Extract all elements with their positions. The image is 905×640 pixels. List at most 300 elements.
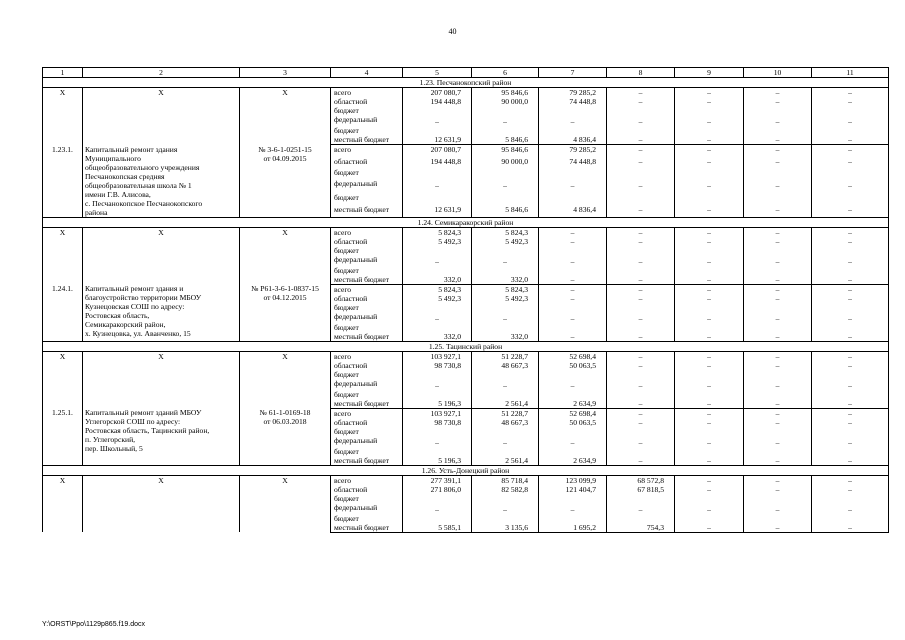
value-cell: 5 196,3 — [403, 456, 472, 466]
empty-cell — [744, 427, 812, 436]
fund-label-federal: федеральный — [331, 312, 403, 323]
description-line: Семикаракорский район, — [85, 320, 166, 329]
fund-label-federal-cont: бюджет — [331, 126, 403, 135]
value-cell: – — [675, 97, 744, 106]
document-line: № 3-6-1-0251-15 — [258, 144, 312, 154]
value-cell: – — [607, 351, 675, 361]
value-cell: – — [744, 436, 812, 447]
description-line: Углегорской СОШ по адресу: — [85, 417, 181, 426]
value-cell: 207 080,7 — [403, 88, 472, 98]
empty-cell — [539, 390, 607, 399]
value-cell: 2 561,4 — [472, 399, 539, 409]
value-cell: – — [607, 135, 675, 145]
empty-cell — [403, 126, 472, 135]
empty-cell — [472, 126, 539, 135]
fund-label-local: местный бюджет — [331, 523, 403, 533]
value-cell: – — [744, 115, 812, 126]
empty-cell — [812, 494, 889, 503]
empty-cell — [607, 427, 675, 436]
value-cell: – — [812, 399, 889, 409]
fund-label-regional-cont: бюджет — [331, 427, 403, 436]
value-cell: – — [403, 312, 472, 323]
empty-cell — [812, 266, 889, 275]
x-marker: Х — [43, 475, 83, 532]
empty-cell — [675, 168, 744, 179]
value-cell: – — [403, 115, 472, 126]
fund-label-regional: областной — [331, 294, 403, 303]
description-line: Песчанокопская средняя — [85, 171, 165, 181]
empty-cell — [539, 514, 607, 523]
value-cell: – — [744, 255, 812, 266]
column-number: 5 — [403, 68, 472, 78]
value-cell: – — [812, 284, 889, 294]
value-cell: – — [607, 436, 675, 447]
empty-cell — [607, 266, 675, 275]
value-cell: – — [675, 205, 744, 217]
empty-cell — [539, 303, 607, 312]
value-cell: – — [607, 456, 675, 466]
fund-label-federal-cont: бюджет — [331, 390, 403, 399]
value-cell: 4 836,4 — [539, 135, 607, 145]
empty-cell — [472, 494, 539, 503]
fund-label-federal: федеральный — [331, 379, 403, 390]
column-number: 9 — [675, 68, 744, 78]
value-cell: – — [539, 436, 607, 447]
value-cell: 754,3 — [607, 523, 675, 533]
object-description — [83, 408, 240, 465]
empty-cell — [472, 193, 539, 204]
fund-label-regional-cont: бюджет — [331, 246, 403, 255]
description-line: общеобразовательная школа № 1 — [85, 180, 192, 190]
value-cell: – — [539, 379, 607, 390]
value-cell: 194 448,8 — [403, 97, 472, 106]
value-cell: – — [607, 503, 675, 514]
description-line: пер. Школьный, 5 — [85, 444, 143, 453]
value-cell: – — [539, 255, 607, 266]
empty-cell — [539, 266, 607, 275]
value-cell: – — [607, 205, 675, 217]
fund-label-local: местный бюджет — [331, 205, 403, 217]
empty-cell — [812, 447, 889, 456]
empty-cell — [744, 126, 812, 135]
description-line: с. Песчанокопское Песчанокопского — [85, 198, 203, 208]
value-cell: 194 448,8 — [403, 157, 472, 168]
value-cell: – — [812, 97, 889, 106]
value-cell: 5 824,3 — [472, 227, 539, 237]
value-cell: 5 846,6 — [472, 205, 539, 217]
value-cell: – — [403, 255, 472, 266]
value-cell: – — [675, 418, 744, 427]
value-cell: – — [607, 157, 675, 168]
empty-cell — [403, 193, 472, 204]
summary-row — [43, 88, 889, 98]
empty-cell — [472, 427, 539, 436]
empty-cell — [403, 494, 472, 503]
fund-label-local: местный бюджет — [331, 456, 403, 466]
value-cell: 51 228,7 — [472, 408, 539, 418]
empty-cell — [403, 323, 472, 332]
value-cell: – — [744, 503, 812, 514]
item-number: 1.25.1. — [43, 408, 83, 465]
column-number: 7 — [539, 68, 607, 78]
column-number: 4 — [331, 68, 403, 78]
value-cell: – — [744, 456, 812, 466]
value-cell: – — [539, 503, 607, 514]
value-cell: – — [472, 379, 539, 390]
fund-label-regional-cont: бюджет — [331, 168, 403, 179]
value-cell: – — [607, 237, 675, 246]
empty-cell — [744, 494, 812, 503]
value-cell: – — [675, 179, 744, 193]
description-line: Муниципального — [85, 153, 141, 163]
x-marker: Х — [83, 88, 240, 145]
value-cell: – — [812, 227, 889, 237]
empty-cell — [675, 266, 744, 275]
value-cell: – — [403, 436, 472, 447]
fund-label-total: всего — [331, 145, 403, 157]
value-cell: 98 730,8 — [403, 361, 472, 370]
empty-cell — [607, 390, 675, 399]
empty-cell — [539, 193, 607, 204]
value-cell: 74 448,8 — [539, 97, 607, 106]
empty-cell — [607, 106, 675, 115]
value-cell: 123 099,9 — [539, 475, 607, 485]
empty-cell — [812, 168, 889, 179]
value-cell: – — [812, 379, 889, 390]
empty-cell — [607, 494, 675, 503]
value-cell: 332,0 — [472, 332, 539, 342]
item-number: 1.24.1. — [43, 284, 83, 341]
fund-label-federal: федеральный — [331, 115, 403, 126]
page-number: 40 — [448, 27, 457, 36]
empty-cell — [812, 106, 889, 115]
value-cell: 95 846,6 — [472, 88, 539, 98]
document-line: от 04.12.2015 — [263, 293, 307, 302]
column-number: 2 — [83, 68, 240, 78]
value-cell: 67 818,5 — [607, 485, 675, 494]
x-marker: Х — [43, 351, 83, 408]
value-cell: 12 631,9 — [403, 135, 472, 145]
description-line: х. Кузнецовка, ул. Аванченко, 15 — [85, 329, 191, 338]
section-title-row — [43, 217, 889, 227]
fund-label-federal-cont: бюджет — [331, 266, 403, 275]
value-cell: – — [607, 408, 675, 418]
empty-cell — [539, 447, 607, 456]
summary-row — [43, 351, 889, 361]
fund-label-regional: областной — [331, 97, 403, 106]
fund-label-total: всего — [331, 475, 403, 485]
description-line: общеобразовательного учреждения — [85, 162, 200, 172]
value-cell: 332,0 — [472, 275, 539, 285]
empty-cell — [675, 193, 744, 204]
value-cell: – — [744, 332, 812, 342]
document-line: от 06.03.2018 — [263, 417, 307, 426]
empty-cell — [403, 427, 472, 436]
value-cell: – — [812, 456, 889, 466]
value-cell: – — [675, 157, 744, 168]
value-cell: 1 695,2 — [539, 523, 607, 533]
object-row — [43, 284, 889, 294]
value-cell: – — [675, 115, 744, 126]
value-cell: – — [812, 351, 889, 361]
empty-cell — [675, 106, 744, 115]
empty-cell — [744, 447, 812, 456]
value-cell: – — [607, 361, 675, 370]
value-cell: – — [812, 503, 889, 514]
value-cell: 2 561,4 — [472, 456, 539, 466]
x-marker: Х — [83, 227, 240, 284]
empty-cell — [472, 246, 539, 255]
object-description — [83, 284, 240, 341]
value-cell: 5 492,3 — [403, 294, 472, 303]
section-title: 1.25. Тацинский район — [43, 341, 889, 351]
empty-cell — [744, 168, 812, 179]
value-cell: – — [607, 332, 675, 342]
empty-cell — [539, 126, 607, 135]
value-cell: – — [539, 294, 607, 303]
object-row — [43, 145, 889, 157]
fund-label-regional-cont: бюджет — [331, 494, 403, 503]
value-cell: – — [539, 284, 607, 294]
value-cell: 5 196,3 — [403, 399, 472, 409]
empty-cell — [744, 303, 812, 312]
value-cell: – — [607, 312, 675, 323]
document-line: от 04.09.2015 — [263, 153, 307, 163]
fund-label-total: всего — [331, 88, 403, 98]
fund-label-regional-cont: бюджет — [331, 303, 403, 312]
value-cell: – — [744, 312, 812, 323]
value-cell: – — [812, 408, 889, 418]
value-cell: – — [607, 399, 675, 409]
value-cell: 121 404,7 — [539, 485, 607, 494]
value-cell: – — [472, 436, 539, 447]
value-cell: – — [675, 88, 744, 98]
fund-label-total: всего — [331, 227, 403, 237]
x-marker: Х — [43, 88, 83, 145]
column-number: 6 — [472, 68, 539, 78]
empty-cell — [403, 447, 472, 456]
empty-cell — [539, 168, 607, 179]
fund-label-local: местный бюджет — [331, 275, 403, 285]
empty-cell — [675, 494, 744, 503]
value-cell: 90 000,0 — [472, 97, 539, 106]
value-cell: 68 572,8 — [607, 475, 675, 485]
x-marker: Х — [240, 475, 331, 532]
description-line: благоустройство территории МБОУ — [85, 293, 202, 302]
value-cell: – — [812, 275, 889, 285]
value-cell: – — [607, 179, 675, 193]
value-cell: – — [539, 312, 607, 323]
value-cell: 207 080,7 — [403, 145, 472, 157]
value-cell: 5 846,6 — [472, 135, 539, 145]
value-cell: – — [744, 523, 812, 533]
fund-label-regional-cont: бюджет — [331, 106, 403, 115]
empty-cell — [472, 323, 539, 332]
empty-cell — [744, 246, 812, 255]
empty-cell — [812, 370, 889, 379]
value-cell: – — [812, 145, 889, 157]
value-cell: – — [812, 255, 889, 266]
empty-cell — [403, 303, 472, 312]
value-cell: – — [607, 97, 675, 106]
value-cell: – — [607, 284, 675, 294]
value-cell: – — [744, 97, 812, 106]
column-number: 1 — [43, 68, 83, 78]
value-cell: – — [607, 145, 675, 157]
empty-cell — [539, 494, 607, 503]
value-cell: 103 927,1 — [403, 408, 472, 418]
empty-cell — [812, 323, 889, 332]
column-number: 8 — [607, 68, 675, 78]
value-cell: – — [812, 332, 889, 342]
value-cell: 90 000,0 — [472, 157, 539, 168]
fund-label-federal: федеральный — [331, 255, 403, 266]
value-cell: – — [675, 485, 744, 494]
fund-label-federal: федеральный — [331, 436, 403, 447]
value-cell: 50 063,5 — [539, 361, 607, 370]
empty-cell — [675, 390, 744, 399]
empty-cell — [812, 390, 889, 399]
value-cell: – — [744, 485, 812, 494]
description-line: имени Г.В. Алисова, — [85, 189, 151, 199]
value-cell: – — [675, 436, 744, 447]
value-cell: 85 718,4 — [472, 475, 539, 485]
empty-cell — [744, 106, 812, 115]
empty-cell — [744, 514, 812, 523]
value-cell: 332,0 — [403, 275, 472, 285]
empty-cell — [675, 370, 744, 379]
value-cell: – — [472, 255, 539, 266]
value-cell: – — [744, 157, 812, 168]
value-cell: – — [675, 255, 744, 266]
x-marker: Х — [83, 475, 240, 532]
value-cell: – — [812, 237, 889, 246]
empty-cell — [607, 370, 675, 379]
value-cell: – — [539, 332, 607, 342]
value-cell: – — [744, 294, 812, 303]
fund-label-local: местный бюджет — [331, 399, 403, 409]
empty-cell — [812, 193, 889, 204]
value-cell: – — [675, 408, 744, 418]
value-cell: – — [675, 475, 744, 485]
value-cell: 48 667,3 — [472, 361, 539, 370]
value-cell: 4 836,4 — [539, 205, 607, 217]
section-title: 1.26. Усть-Донецкий район — [43, 465, 889, 475]
value-cell: – — [607, 255, 675, 266]
value-cell: – — [744, 145, 812, 157]
value-cell: 3 135,6 — [472, 523, 539, 533]
fund-label-regional: областной — [331, 157, 403, 168]
value-cell: – — [607, 88, 675, 98]
fund-label-local: местный бюджет — [331, 332, 403, 342]
section-title: 1.23. Песчанокопский район — [43, 78, 889, 88]
empty-cell — [539, 323, 607, 332]
value-cell: – — [744, 275, 812, 285]
value-cell: 52 698,4 — [539, 351, 607, 361]
empty-cell — [744, 193, 812, 204]
empty-cell — [403, 390, 472, 399]
section-title-row — [43, 78, 889, 88]
value-cell: – — [812, 88, 889, 98]
section-title-row — [43, 465, 889, 475]
empty-cell — [472, 106, 539, 115]
value-cell: – — [812, 312, 889, 323]
value-cell: – — [812, 361, 889, 370]
value-cell: – — [539, 179, 607, 193]
value-cell: – — [675, 237, 744, 246]
value-cell: – — [744, 408, 812, 418]
value-cell: – — [607, 294, 675, 303]
value-cell: – — [607, 227, 675, 237]
value-cell: – — [472, 503, 539, 514]
empty-cell — [675, 514, 744, 523]
value-cell: – — [675, 456, 744, 466]
description-line: Капитальный ремонт здания и — [85, 284, 184, 293]
value-cell: – — [675, 332, 744, 342]
value-cell: 48 667,3 — [472, 418, 539, 427]
value-cell: 103 927,1 — [403, 351, 472, 361]
empty-cell — [812, 126, 889, 135]
empty-cell — [472, 266, 539, 275]
value-cell: 50 063,5 — [539, 418, 607, 427]
object-row — [43, 408, 889, 418]
x-marker: Х — [43, 227, 83, 284]
empty-cell — [403, 168, 472, 179]
fund-label-regional-cont: бюджет — [331, 370, 403, 379]
value-cell: – — [812, 115, 889, 126]
description-line: района — [85, 207, 108, 217]
empty-cell — [607, 168, 675, 179]
value-cell: – — [812, 436, 889, 447]
empty-cell — [607, 323, 675, 332]
value-cell: – — [539, 237, 607, 246]
fund-label-regional: областной — [331, 418, 403, 427]
empty-cell — [607, 514, 675, 523]
value-cell: – — [472, 115, 539, 126]
value-cell: – — [812, 475, 889, 485]
value-cell: – — [675, 379, 744, 390]
value-cell: – — [744, 284, 812, 294]
value-cell: 5 824,3 — [403, 227, 472, 237]
fund-label-federal-cont: бюджет — [331, 447, 403, 456]
empty-cell — [607, 126, 675, 135]
value-cell: – — [812, 523, 889, 533]
empty-cell — [403, 246, 472, 255]
empty-cell — [675, 323, 744, 332]
value-cell: 5 492,3 — [472, 294, 539, 303]
empty-cell — [675, 126, 744, 135]
value-cell: 5 585,1 — [403, 523, 472, 533]
description-line: Кузнецовская СОШ по адресу: — [85, 302, 185, 311]
fund-label-regional: областной — [331, 237, 403, 246]
empty-cell — [607, 193, 675, 204]
description-line: Ростовская область, — [85, 311, 150, 320]
value-cell: 332,0 — [403, 332, 472, 342]
fund-label-total: всего — [331, 408, 403, 418]
fund-label-total: всего — [331, 351, 403, 361]
document-reference — [240, 284, 331, 341]
value-cell: – — [812, 135, 889, 145]
value-cell: 82 582,8 — [472, 485, 539, 494]
fund-label-federal-cont: бюджет — [331, 323, 403, 332]
empty-cell — [472, 168, 539, 179]
fund-label-regional: областной — [331, 361, 403, 370]
empty-cell — [812, 303, 889, 312]
empty-cell — [675, 303, 744, 312]
x-marker: Х — [240, 227, 331, 284]
document-line: № Р61-3-6-1-0837-15 — [251, 284, 319, 293]
value-cell: 5 492,3 — [403, 237, 472, 246]
